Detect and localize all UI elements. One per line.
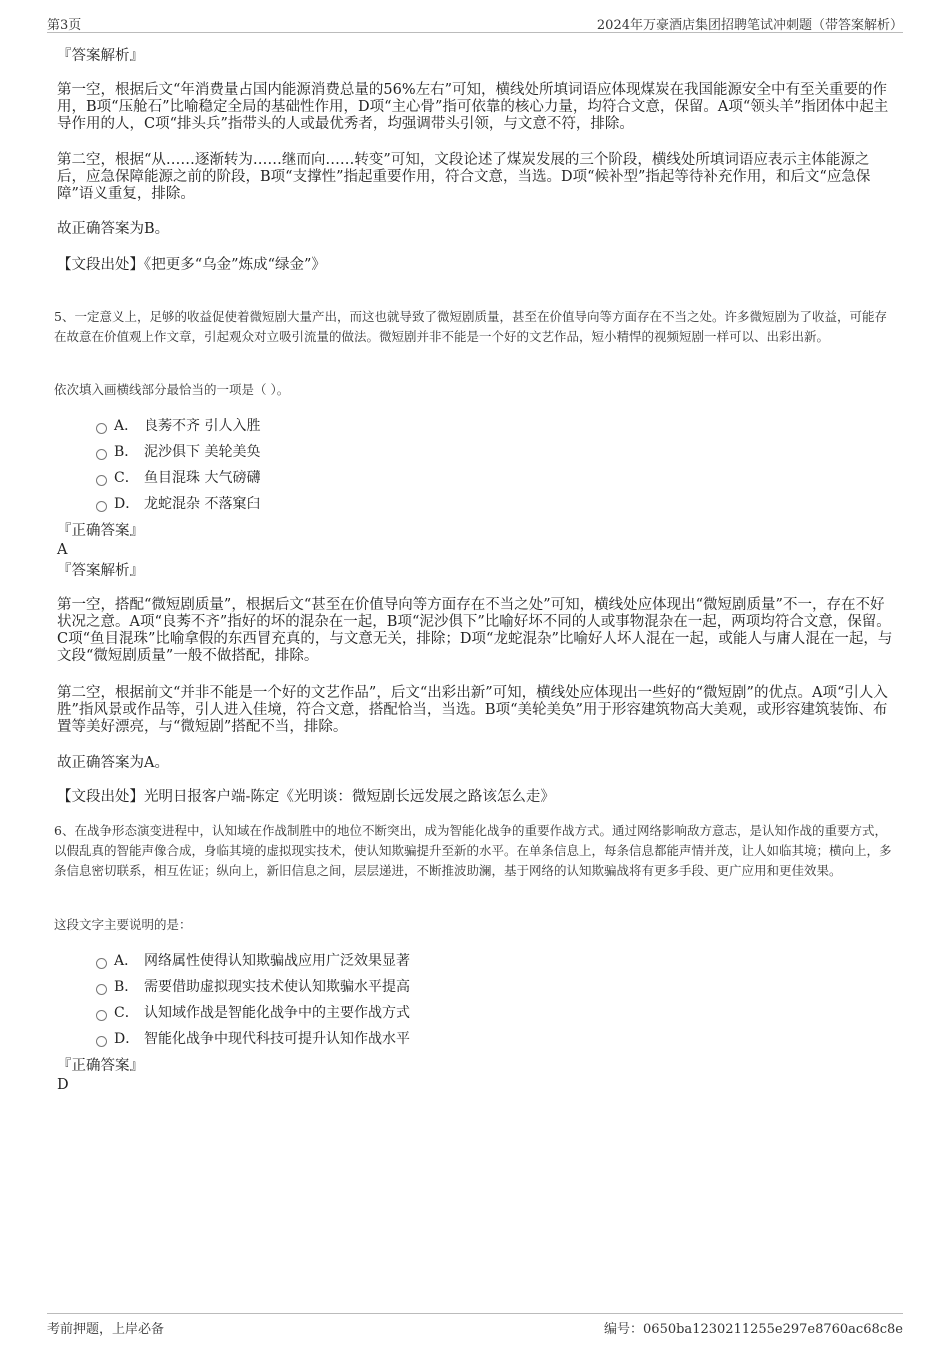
q5-conclusion: 故正确答案为A。 xyxy=(57,755,169,771)
q6-stem: 6、在战争形态演变进程中，认知域在作战制胜中的地位不断突出，成为智能化战争的重要作战方式。通过网络影响敌方意志，是认知作战的重要方式，以假乱真的智能声像合成，身临其境的虚拟现实技术，使认知欺骗提升至新的水平。在单条信息上，每条信息都能声情并茂，让人如临其境；横向上，多条信息密切联系，相互佐证；纵向上，新旧信息之间，层层递进，不断推波助澜，基于网络的认知欺骗战将有更多手段、更广应用和更佳效果。 xyxy=(54,823,892,878)
page-header xyxy=(47,12,903,33)
q6-option-c[interactable] xyxy=(96,1004,410,1022)
q5-analysis-para-2: 第二空，根据前文“并非不能是一个好的文艺作品”，后文“出彩出新”可知，横线处应体现出一些好的“微短剧”的优点。A项“引人入胜”指风景或作品等，引人进入佳境，符合文意，搭配恰当，当选。B项“美轮美奂”用于形容建筑物高大美观，或形容建筑装饰、布置等美好漂亮，与“微短剧”搭配不当，排除。 xyxy=(57,685,888,735)
option-letter: D． xyxy=(114,496,140,512)
option-letter: A． xyxy=(114,418,139,434)
radio-icon[interactable] xyxy=(96,1010,107,1021)
q5-source: 【文段出处】光明日报客户端-陈定《光明谈：微短剧长远发展之路该怎么走》 xyxy=(57,789,555,805)
option-text: 龙蛇混杂 不落窠臼 xyxy=(144,496,261,512)
q6-answer: D xyxy=(57,1077,69,1093)
option-letter: C． xyxy=(114,470,139,486)
option-text: 网络属性使得认知欺骗战应用广泛效果显著 xyxy=(144,953,410,969)
option-text: 良莠不齐 引人入胜 xyxy=(144,418,261,434)
option-letter: C． xyxy=(114,1005,139,1021)
q5-prompt: 依次填入画横线部分最恰当的一项是（ ）。 xyxy=(54,382,290,397)
radio-icon[interactable] xyxy=(96,475,107,486)
radio-icon[interactable] xyxy=(96,449,107,460)
option-text: 需要借助虚拟现实技术使认知欺骗水平提高 xyxy=(144,979,410,995)
option-text: 智能化战争中现代科技可提升认知作战水平 xyxy=(144,1031,410,1047)
document-title: 2024年万豪酒店集团招聘笔试冲刺题（带答案解析） xyxy=(596,18,903,33)
footer-note: 考前押题，上岸必备 xyxy=(47,1322,165,1337)
radio-icon[interactable] xyxy=(96,984,107,995)
q4-analysis-para-2: 第二空，根据“从……逐渐转为……继而向……转变”可知，文段论述了煤炭发展的三个阶段，横线处所填词语应表示主体能源之后，应急保障能源之前的阶段，B项“支撑性”指起重要作用，符合文意，当选。D项“候补型”指起等待补充作用，和后文“应急保障”语义重复，排除。 xyxy=(57,152,871,202)
option-letter: B． xyxy=(114,444,139,460)
q5-option-b[interactable] xyxy=(96,443,260,461)
option-text: 泥沙俱下 美轮美奂 xyxy=(144,444,261,460)
option-letter: A． xyxy=(114,953,139,969)
q5-stem: 5、一定意义上，足够的收益促使着微短剧大量产出，而这也就导致了微短剧质量，甚至在价值导向等方面存在不当之处。许多微短剧为了收益，可能存在故意在价值观上作文章，引起观众对立吸引流量的做法。微短剧并非不能是一个好的文艺作品，短小精悍的视频短剧一样可以、出彩出新。 xyxy=(54,309,887,344)
document-serial: 编号：0650ba1230211255e297e8760ac68c8e xyxy=(604,1322,903,1337)
option-text: 鱼目混珠 大气磅礴 xyxy=(144,470,261,486)
q4-analysis-para-1: 第一空，根据后文“年消费量占国内能源消费总量的56%左右”可知，横线处所填词语应体现煤炭在我国能源安全中有至关重要的作用，B项“压舱石”比喻稳定全局的基础性作用，D项“主心骨”指可依靠的核心力量，均符合文意，保留。A项“领头羊”指团体中起主导作用的人，C项“排头兵”指带头的人或最优秀者，均强调带头引领，与文意不符，排除。 xyxy=(57,82,889,132)
q5-option-d[interactable] xyxy=(96,495,260,513)
q4-analysis-label: 『答案解析』 xyxy=(57,48,144,64)
q5-answer-label: 『正确答案』 xyxy=(57,523,144,539)
q4-conclusion: 故正确答案为B。 xyxy=(57,221,170,237)
q5-option-a[interactable] xyxy=(96,417,260,435)
q4-source: 【文段出处】《把更多“乌金”炼成“绿金”》 xyxy=(57,257,326,273)
q6-prompt: 这段文字主要说明的是： xyxy=(54,917,192,932)
radio-icon[interactable] xyxy=(96,423,107,434)
q6-option-d[interactable] xyxy=(96,1030,410,1048)
radio-icon[interactable] xyxy=(96,958,107,969)
q5-option-c[interactable] xyxy=(96,469,260,487)
radio-icon[interactable] xyxy=(96,1036,107,1047)
option-letter: D． xyxy=(114,1031,140,1047)
option-text: 认知域作战是智能化战争中的主要作战方式 xyxy=(144,1005,410,1021)
q5-answer: A xyxy=(57,542,68,558)
q6-answer-label: 『正确答案』 xyxy=(57,1058,144,1074)
q5-analysis-para-1: 第一空，搭配“微短剧质量”，根据后文“甚至在价值导向等方面存在不当之处”可知，横线处应体现出“微短剧质量”不一，存在不好状况之意。A项“良莠不齐”指好的坏的混杂在一起，B项“泥沙俱下”比喻好坏不同的人或事物混杂在一起，两项均符合文意，保留。C项“鱼目混珠”比喻拿假的东西冒充真的，与文意无关，排除；D项“龙蛇混杂”比喻好人坏人混在一起，或能人与庸人混在一起，与文段“微短剧质量”一般不做搭配，排除。 xyxy=(57,597,893,664)
option-letter: B． xyxy=(114,979,139,995)
q5-analysis-label: 『答案解析』 xyxy=(57,563,144,579)
q6-option-a[interactable] xyxy=(96,952,410,970)
radio-icon[interactable] xyxy=(96,501,107,512)
page-footer xyxy=(47,1313,903,1337)
q6-option-b[interactable] xyxy=(96,978,410,996)
page-number: 第3页 xyxy=(47,18,82,33)
